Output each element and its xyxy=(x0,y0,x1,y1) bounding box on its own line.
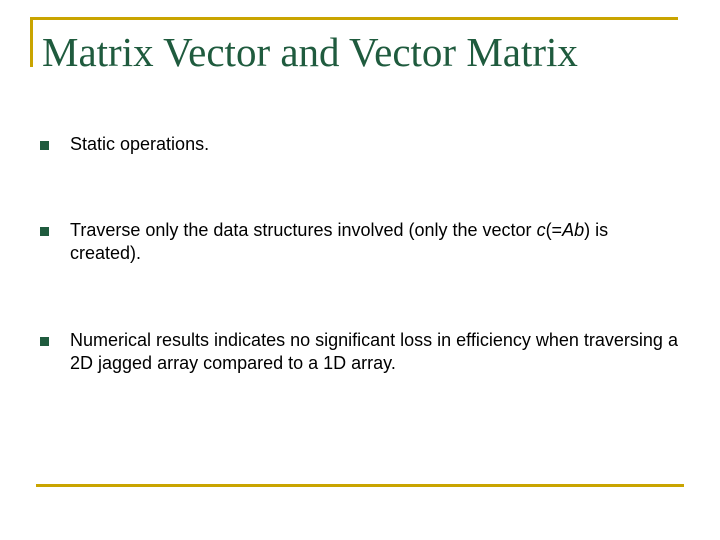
square-bullet-icon xyxy=(40,141,49,150)
bullet-item-2 xyxy=(40,219,680,265)
bullet-item-1 xyxy=(40,133,680,156)
frame-left-border xyxy=(30,17,33,67)
slide-title: Matrix Vector and Vector Matrix xyxy=(42,29,578,75)
bullet-text-3: Numerical results indicates no significant loss in efficiency when traversing a 2D jagged array compared to a 1D array. xyxy=(70,330,678,373)
square-bullet-icon xyxy=(40,337,49,346)
bullet-text-1: Static operations. xyxy=(70,134,210,154)
bullet-text-2-italic-ab: Ab xyxy=(562,220,585,240)
bullet-text-2-italic-c: c xyxy=(536,220,546,240)
bullet-text-2-part-3: ) is created). xyxy=(70,220,609,263)
frame-top-border xyxy=(30,17,678,20)
bullet-text-2-part-2: (= xyxy=(545,220,563,240)
bullet-text-2-part-1: Traverse only the data structures involved (only the vector xyxy=(70,220,537,240)
bullet-text-2 xyxy=(70,219,680,265)
frame-bottom-border xyxy=(36,484,684,487)
square-bullet-icon xyxy=(40,227,49,236)
bullet-item-3 xyxy=(40,329,680,375)
